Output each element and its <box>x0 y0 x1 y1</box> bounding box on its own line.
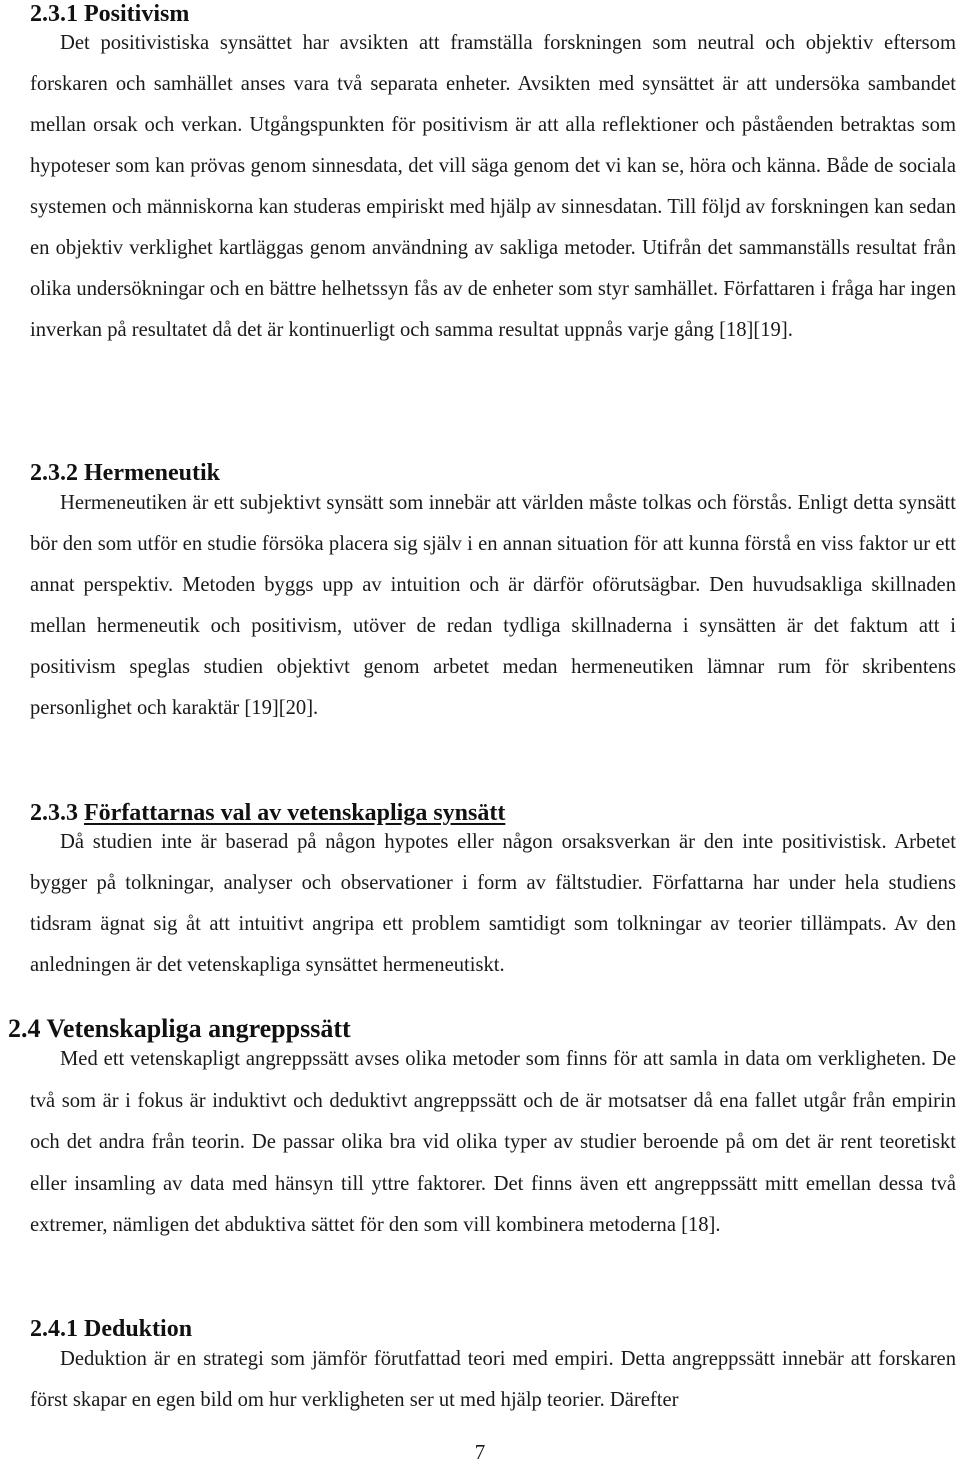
paragraph-hermeneutik: Hermeneutiken är ett subjektivt synsätt som innebär att världen måste tolkas och förstås. Enligt detta synsätt bör den som utför en studie försöka placera sig själv i en annan situation för att kunna förstå en viss faktor ur ett annat perspektiv. Metoden byggs upp av intuition och är därför oförutsägbar. Den huvudsakliga skillnaden mellan hermeneutik och positivism, utöver de redan tydliga skillnaderna i synsätten är det faktum att i positivism speglas studien objektivt genom arbetet medan hermeneutiken lämnar rum för skribentens personlighet och karaktär [19][20]. <box>30 492 956 719</box>
heading-vetenskapliga-angreppssatt: 2.4 Vetenskapliga angreppssätt <box>8 1014 351 1043</box>
paragraph-vetenskapliga-angreppssatt: Med ett vetenskapligt angreppssätt avses olika metoder som finns för att samla in data om verkligheten. De två som är i fokus är induktivt och deduktivt angreppssätt och de är motsatser då ena fallet utgår från empirin och det andra från teorin. De passar olika bra vid olika typer av studier beroende på om det är rent teoretiskt eller insamling av data med hänsyn till yttre faktorer. Det finns även ett angreppssätt mitt emellan dessa två extremer, nämligen det abduktiva sättet för den som vill kombinera metoderna [18]. <box>30 1048 956 1237</box>
heading-hermeneutik: 2.3.2 Hermeneutik <box>30 460 220 486</box>
heading-positivism: 2.3.1 Positivism <box>30 1 190 27</box>
heading-forfattarnas-val-title: Författarnas val av vetenskapliga synsätt <box>84 800 506 826</box>
heading-deduktion: 2.4.1 Deduktion <box>30 1316 193 1342</box>
paragraph-deduktion: Deduktion är en strategi som jämför förutfattad teori med empiri. Detta angreppssätt innebär att forskaren först skapar en egen bild om hur verkligheten ser ut med hjälp teorier. Därefter <box>30 1348 956 1411</box>
paragraph-forfattarnas-val: Då studien inte är baserad på någon hypotes eller någon orsaksverkan är den inte positivistisk. Arbetet bygger på tolkningar, analyser och observationer i form av fältstudier. Författarna har under hela studiens tidsram ägnat sig åt att intuitivt angripa ett problem samtidigt som tolkningar av teorier tillämpats. Av den anledningen är det vetenskapliga synsättet hermeneutiskt. <box>30 831 956 976</box>
heading-forfattarnas-val-number: 2.3.3 <box>30 800 84 826</box>
paragraph-positivism: Det positivistiska synsättet har avsikten att framställa forskningen som neutral och objektiv eftersom forskaren och samhället anses vara två separata enheter. Avsikten med synsättet är att undersöka sambandet mellan orsak och verkan. Utgångspunkten för positivism är att alla reflektioner och påståenden betraktas som hypoteser som kan prövas genom sinnesdata, det vill säga genom det vi kan se, höra och känna. Både de sociala systemen och människorna kan studeras empiriskt med hjälp av sinnesdatan. Till följd av forskningen kan sedan en objektiv verklighet kartläggas genom användning av sakliga metoder. Utifrån det sammanställs resultat från olika undersökningar och en bättre helhetssyn fås av de enheter som styr samhället. Författaren i fråga har ingen inverkan på resultatet då det är kontinuerligt och samma resultat uppnås varje gång [18][19]. <box>30 32 956 341</box>
page-number: 7 <box>474 1440 486 1464</box>
